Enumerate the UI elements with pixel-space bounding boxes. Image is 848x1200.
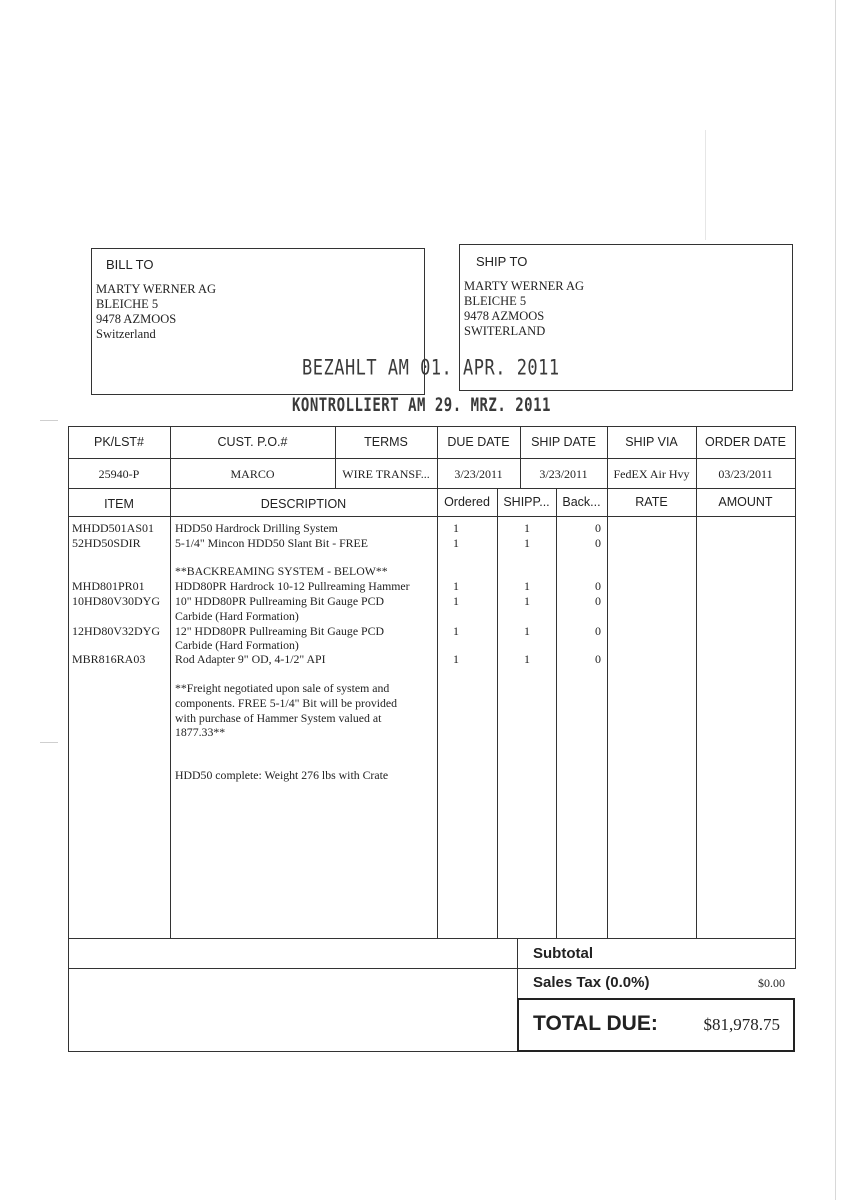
backordered-qty: 0: [595, 536, 601, 550]
table-rule: [68, 426, 69, 1052]
cust-po-value: MARCO: [230, 467, 275, 481]
item-description: **BACKREAMING SYSTEM - BELOW**: [175, 564, 388, 578]
ordered-qty: 1: [453, 624, 459, 638]
table-rule: [68, 516, 796, 517]
ship-to-heading: SHIP TO: [476, 254, 528, 269]
bill-to-line: Switzerland: [96, 327, 156, 341]
col-item: ITEM: [104, 497, 134, 511]
col-cust-po: CUST. P.O.#: [217, 435, 288, 449]
terms-value: WIRE TRANSF...: [342, 467, 430, 481]
backordered-qty: 0: [595, 652, 601, 666]
col-pk-lst: PK/LST#: [93, 435, 145, 449]
col-backordered: Back...: [562, 495, 601, 509]
item-code: MHD801PR01: [72, 579, 145, 593]
due-date-value: 3/23/2011: [454, 467, 503, 481]
shipped-qty: 1: [524, 536, 530, 550]
subtotal-label: Subtotal: [533, 945, 593, 962]
item-note: 1877.33**: [175, 725, 226, 739]
item-code: 12HD80V32DYG: [72, 624, 160, 638]
backordered-qty: 0: [595, 579, 601, 593]
ship-to-line: BLEICHE 5: [464, 294, 527, 308]
col-due-date: DUE DATE: [447, 435, 510, 449]
item-code: MBR816RA03: [72, 652, 146, 666]
ordered-qty: 1: [453, 521, 459, 535]
bill-to-line: BLEICHE 5: [96, 297, 159, 311]
ordered-qty: 1: [453, 594, 459, 608]
total-due-value: $81,978.75: [703, 1015, 780, 1034]
shipped-qty: 1: [524, 579, 530, 593]
scan-mark: [705, 130, 706, 240]
bill-to-line: 9478 AZMOOS: [96, 312, 177, 326]
paid-stamp: BEZAHLT AM 01. APR. 2011: [302, 355, 560, 381]
shipped-qty: 1: [524, 652, 530, 666]
item-code: 52HD50SDIR: [72, 536, 141, 550]
backordered-qty: 0: [595, 624, 601, 638]
pk-lst-value: 25940-P: [98, 467, 140, 481]
item-description: Carbide (Hard Formation): [175, 609, 299, 623]
total-due-label: TOTAL DUE:: [533, 1012, 658, 1035]
item-note: HDD50 complete: Weight 276 lbs with Crate: [175, 768, 389, 782]
table-rule: [68, 488, 796, 489]
ship-to-line: SWITERLAND: [464, 324, 546, 338]
order-date-value: 03/23/2011: [718, 467, 773, 481]
table-rule: [795, 426, 796, 969]
col-terms: TERMS: [364, 435, 408, 449]
item-note: with purchase of Hammer System valued at: [175, 711, 382, 725]
shipped-qty: 1: [524, 594, 530, 608]
table-rule: [556, 488, 557, 938]
bill-to-address: [96, 282, 216, 342]
item-note: components. FREE 5-1/4" Bit will be provided: [175, 696, 398, 710]
col-ship-date: SHIP DATE: [531, 435, 596, 449]
ship-to-line: MARTY WERNER AG: [464, 279, 585, 293]
bill-to-heading: BILL TO: [106, 257, 154, 272]
table-rule: [68, 968, 796, 969]
backordered-qty: 0: [595, 594, 601, 608]
item-code: 10HD80V30DYG: [72, 594, 160, 608]
col-ship-via: SHIP VIA: [625, 435, 678, 449]
col-rate: RATE: [635, 495, 668, 509]
ship-to-address: [464, 279, 584, 339]
ordered-qty: 1: [453, 579, 459, 593]
ship-to-line: 9478 AZMOOS: [464, 309, 545, 323]
bill-to-line: MARTY WERNER AG: [96, 282, 217, 296]
item-description: HDD50 Hardrock Drilling System: [175, 521, 338, 535]
shipped-qty: 1: [524, 521, 530, 535]
item-description: 10" HDD80PR Pullreaming Bit Gauge PCD: [175, 594, 384, 608]
col-ordered: Ordered: [444, 495, 490, 509]
shipped-qty: 1: [524, 624, 530, 638]
item-description: HDD80PR Hardrock 10-12 Pullreaming Hammer: [175, 579, 410, 593]
table-rule: [68, 426, 796, 427]
ship-via-value: FedEX Air Hvy: [613, 467, 690, 481]
scan-mark: [40, 420, 58, 421]
item-description: Rod Adapter 9" OD, 4-1/2" API: [175, 652, 326, 666]
item-description: Carbide (Hard Formation): [175, 638, 299, 652]
col-shipped: SHIPP...: [503, 495, 550, 509]
sales-tax-label: Sales Tax (0.0%): [533, 974, 650, 991]
ordered-qty: 1: [453, 536, 459, 550]
scan-mark: [40, 742, 58, 743]
table-rule: [68, 458, 796, 459]
backordered-qty: 0: [595, 521, 601, 535]
scan-edge: [835, 0, 836, 1200]
sales-tax-value: $0.00: [758, 976, 785, 990]
ship-date-value: 3/23/2011: [539, 467, 588, 481]
item-code: MHDD501AS01: [72, 521, 155, 535]
checked-stamp: KONTROLLIERT AM 29. MRZ. 2011: [292, 395, 551, 417]
table-rule: [497, 488, 498, 938]
item-description: 12" HDD80PR Pullreaming Bit Gauge PCD: [175, 624, 384, 638]
col-amount: AMOUNT: [718, 495, 773, 509]
item-description: 5-1/4" Mincon HDD50 Slant Bit - FREE: [175, 536, 368, 550]
item-note: **Freight negotiated upon sale of system and: [175, 681, 390, 695]
table-rule: [68, 1051, 518, 1052]
table-rule: [68, 938, 796, 939]
ordered-qty: 1: [453, 652, 459, 666]
col-description: DESCRIPTION: [260, 497, 347, 511]
col-order-date: ORDER DATE: [704, 435, 787, 449]
